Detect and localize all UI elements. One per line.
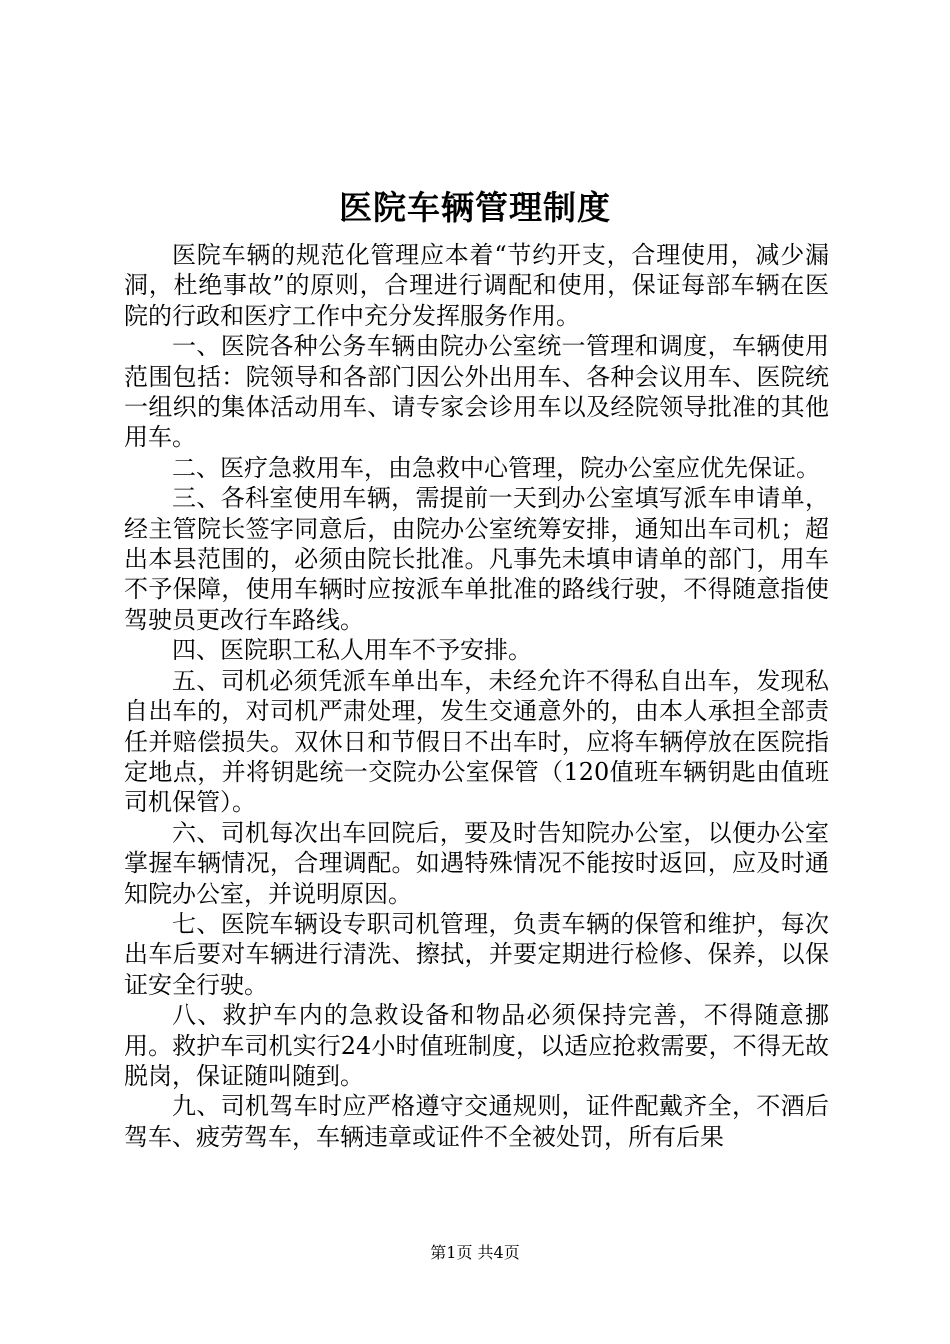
paragraph-item-6: 六、司机每次出车回院后，要及时告知院办公室，以便办公室掌握车辆情况，合理调配。如遇特殊情况不能按时返回，应及时通知院办公室，并说明原因。: [124, 818, 829, 908]
document-body: [124, 240, 829, 1152]
paragraph-item-3: 三、各科室使用车辆，需提前一天到办公室填写派车申请单，经主管院长签字同意后，由院办公室统筹安排，通知出车司机；超出本县范围的，必须由院长批准。凡事先未填申请单的部门，用车不予保障，使用车辆时应按派车单批准的路线行驶，不得随意指使驾驶员更改行车路线。: [124, 484, 829, 634]
paragraph-item-2: 二、医疗急救用车，由急救中心管理，院办公室应优先保证。: [172, 453, 820, 482]
paragraph-item-5: 五、司机必须凭派车单出车，未经允许不得私自出车，发现私自出车的，对司机严肃处理，发生交通意外的，由本人承担全部责任并赔偿损失。双休日和节假日不出车时，应将车辆停放在医院指定地点，并将钥匙统一交院办公室保管（120值班车辆钥匙由值班司机保管）。: [124, 666, 829, 817]
paragraph-item-9: 九、司机驾车时应严格遵守交通规则，证件配戴齐全，不酒后驾车、疲劳驾车，车辆违章或证件不全被处罚，所有后果: [124, 1092, 829, 1151]
paragraph-intro: 医院车辆的规范化管理应本着“节约开支，合理使用，减少漏洞，杜绝事故”的原则，合理进行调配和使用，保证每部车辆在医院的行政和医疗工作中充分发挥服务作用。: [124, 241, 829, 330]
paragraph-item-1: 一、医院各种公务车辆由院办公室统一管理和调度，车辆使用范围包括：院领导和各部门因公外出用车、各种会议用车、医院统一组织的集体活动用车、请专家会诊用车以及经院领导批准的其他用车。: [124, 332, 829, 452]
paragraph-item-8: 八、救护车内的急救设备和物品必须保持完善，不得随意挪用。救护车司机实行24小时值班制度，以适应抢救需要，不得无故脱岗，保证随叫随到。: [124, 1001, 829, 1090]
paragraph-item-4: 四、医院职工私人用车不予安排。: [172, 636, 532, 665]
paragraph-item-7: 七、医院车辆设专职司机管理，负责车辆的保管和维护，每次出车后要对车辆进行清洗、擦拭，并要定期进行检修、保养，以保证安全行驶。: [124, 909, 829, 999]
document-title: 医院车辆管理制度: [339, 188, 611, 227]
page-number-footer: 第1页 共4页: [430, 1243, 520, 1262]
